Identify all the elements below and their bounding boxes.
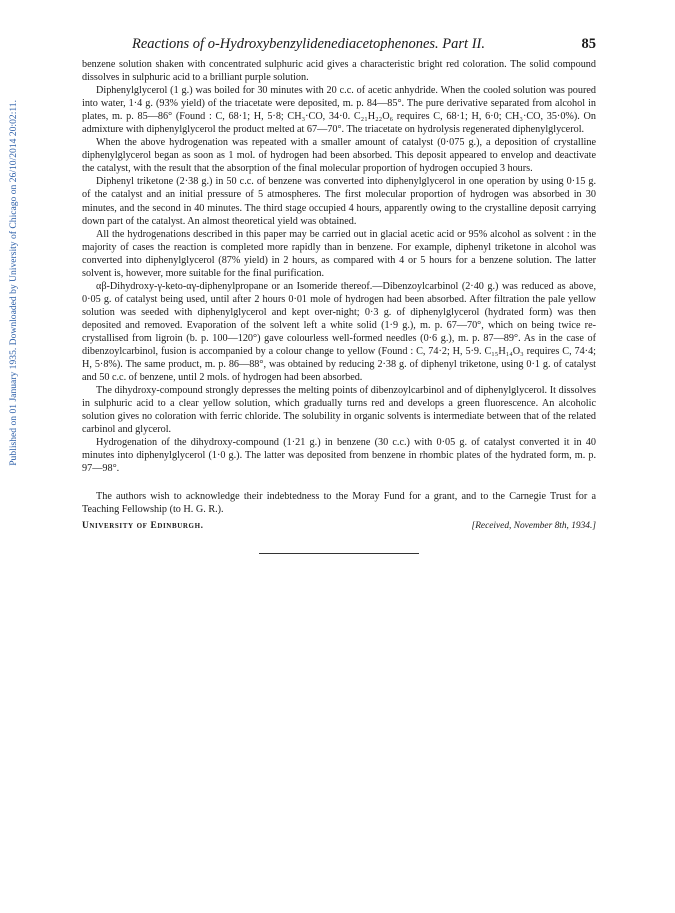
page-header bbox=[82, 36, 596, 58]
paragraph: Diphenylglycerol (1 g.) was boiled for 30 minutes with 20 c.c. of acetic anhydride. When the cooled solution was poured into water, 1·4 g. (93% yield) of the triacetate were deposited, m. p. 84—85°. The pure derivative separated from alcohol in plates, m. p. 85—86° (Found : C, 68·1; H, 5·8; CH₃·CO, 34·0. C₂₁H₂₂O₆ requires C, 68·1; H, 6·0; CH₃·CO, 35·0%). On admixture with diphenylglycerol the product melted at 67—70°. The triacetate on hydrolysis regenerated diphenylglycerol. bbox=[82, 85, 596, 136]
paragraph: benzene solution shaken with concentrated sulphuric acid gives a characteristic bright red coloration. The solid compound dissolves in sulphuric acid to a brilliant purple solution. bbox=[82, 59, 596, 84]
body-text bbox=[82, 58, 596, 516]
paragraph: αβ-Dihydroxy-γ-keto-αγ-diphenylpropane or an Isomeride thereof.—Dibenzoylcarbinol (2·40 g.) was reduced as above, 0·05 g. of catalyst being used, until after 2 hours 0·01 mole of hydrogen had been absorbed. After filtration the pale yellow solution was seeded with diphenylglycerol and kept over-night; 0·3 g. of diphenylglycerol (hydrated form) was then deposited and removed. Evaporation of the solvent left a white solid (1·9 g.), m. p. 67—70°, which on being twice re-crystallised from ligroin (b. p. 100—120°) gave colourless well-formed needles (0·6 g.), m. p. 87—89°. As in the case of dibenzoylcarbinol, fusion is accompanied by a colour change to yellow (Found : C, 74·2; H, 5·9. C₁₅H₁₄O₃ requires C, 74·4; H, 5·8%). The same product, m. p. 86—88°, was obtained by reducing 2·38 g. of diphenyl triketone, using 0·1 g. of catalyst and 50 c.c. of benzene, until 2 mols. of hydrogen had been absorbed. bbox=[82, 280, 596, 384]
paper-page bbox=[82, 36, 596, 554]
running-title: Reactions of o-Hydroxybenzylidenediacetophenones. Part II. bbox=[132, 36, 485, 52]
received-date: [Received, November 8th, 1934.] bbox=[471, 520, 596, 531]
download-watermark bbox=[8, 100, 22, 660]
paragraph: Diphenyl triketone (2·38 g.) in 50 c.c. of benzene was converted into diphenylglycerol in one operation by using 0·15 g. of the catalyst and an initial pressure of 5 atmospheres. The first molecular proportion of hydrogen was absorbed in 30 minutes, and the second in 40 minutes. The third stage occupied 4 hours, apparently owing to the crystalline deposit carrying down part of the catalyst. An almost theoretical yield was obtained. bbox=[82, 176, 596, 227]
affiliation: University of Edinburgh. bbox=[82, 520, 204, 531]
paragraph: The dihydroxy-compound strongly depresses the melting points of dibenzoylcarbinol and of diphenylglycerol. It dissolves in sulphuric acid to a clear yellow solution, which gradually turns red and develops a green fluorescence. An alcoholic solution gives no coloration with ferric chloride. The solubility in organic solvents is intermediate between that of the related carbinol and glycerol. bbox=[82, 385, 596, 436]
end-rule bbox=[259, 553, 419, 554]
paper-footer bbox=[82, 521, 596, 531]
paragraph: All the hydrogenations described in this paper may be carried out in glacial acetic acid or 95% alcohol as solvent : in the majority of cases the reaction is completed more rapidly than in benzene. For example, diphenyl triketone in alcohol was converted into diphenylglycerol (87% yield) in 2 hours, as compared with 4 or 5 hours for a benzene solution. The latter solvent is, however, more suitable for the final purification. bbox=[82, 228, 596, 279]
page-number: 85 bbox=[581, 36, 596, 52]
paragraph: When the above hydrogenation was repeated with a smaller amount of catalyst (0·075 g.), a deposition of crystalline diphenylglycerol began as soon as 1 mol. of hydrogen had been absorbed. This deposit appeared to envelop and deactivate the catalyst, with the result that the absorption of the final molecular proportion of hydrogen occupied 3 hours. bbox=[82, 137, 596, 175]
section-gap bbox=[82, 476, 596, 490]
paragraph: Hydrogenation of the dihydroxy-compound (1·21 g.) in benzene (30 c.c.) with 0·05 g. of catalyst converted it in 40 minutes into diphenylglycerol (1·0 g.). The latter was deposited from benzene in rhombic plates of the hydrated form, m. p. 97—98°. bbox=[82, 437, 596, 475]
download-watermark-text: Published on 01 January 1935. Downloaded by University of Chicago on 26/10/2014 20:02:11. bbox=[8, 100, 19, 466]
acknowledgement: The authors wish to acknowledge their indebtedness to the Moray Fund for a grant, and to the Carnegie Trust for a Teaching Fellowship (to H. G. R.). bbox=[82, 490, 596, 515]
